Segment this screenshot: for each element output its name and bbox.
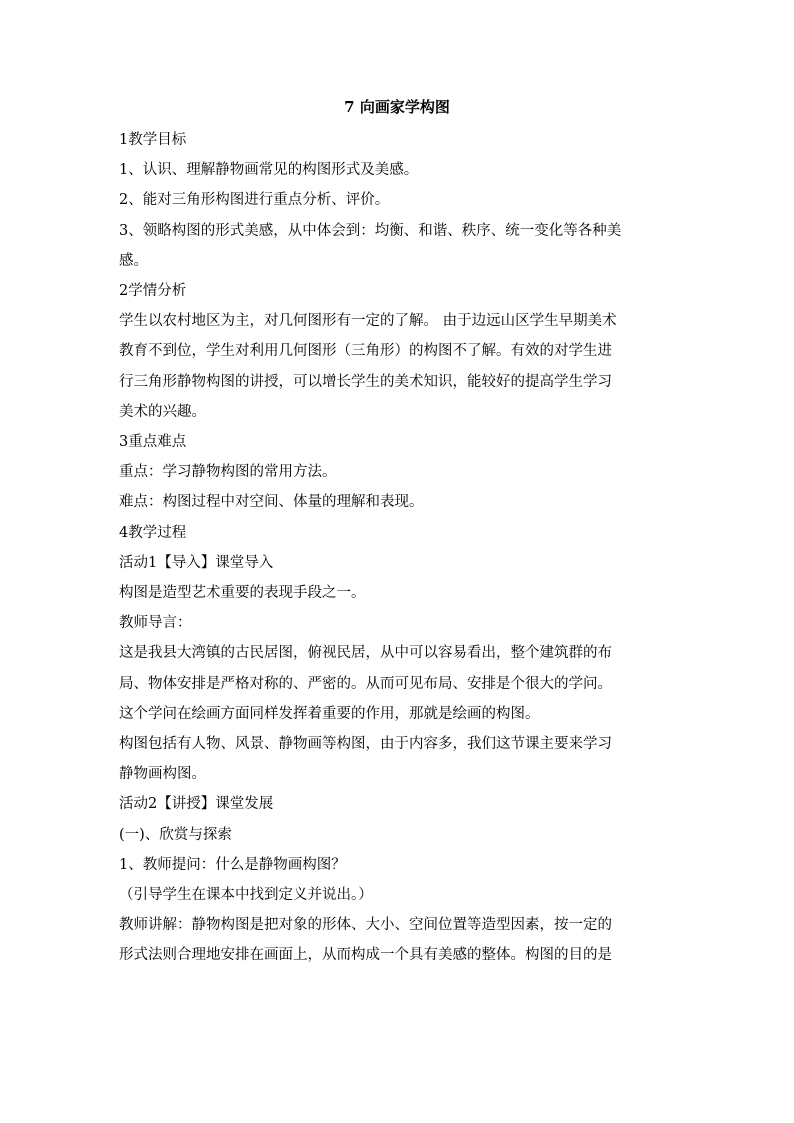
text-line: 构图包括有人物、风景、静物画等构图，由于内容多，我们这节课主要来学习 xyxy=(119,736,612,753)
activity-heading: 活动2【讲授】课堂发展 xyxy=(119,796,274,813)
section-heading-objectives: 1教学目标 xyxy=(119,132,187,148)
text-line: 2、能对三角形构图进行重点分析、评价。 xyxy=(119,192,390,209)
text-line: 形式法则合理地安排在画面上，从而构成一个具有美感的整体。构图的目的是 xyxy=(119,947,612,964)
text-line: 重点：学习静物构图的常用方法。 xyxy=(119,464,337,481)
text-line: （引导学生在课本中找到定义并说出。） xyxy=(119,887,373,904)
text-line: 静物画构图。 xyxy=(119,766,206,783)
text-line: 行三角形静物构图的讲授，可以增长学生的美术知识，能较好的提高学生学习 xyxy=(119,373,612,390)
activity-heading: 活动1【导入】课堂导入 xyxy=(119,554,274,571)
text-line: 教师讲解：静物构图是把对象的形体、大小、空间位置等造型因素，按一定的 xyxy=(119,917,612,934)
text-line: 感。 xyxy=(119,252,148,269)
page-title: 7 向画家学构图 xyxy=(344,98,450,116)
text-line: 局、物体安排是严格对称的、严密的。从而可见布局、安排是个很大的学问。 xyxy=(119,675,612,692)
section-heading-key-points: 3重点难点 xyxy=(119,434,187,451)
text-line: 构图是造型艺术重要的表现手段之一。 xyxy=(119,585,366,602)
text-line: 美术的兴趣。 xyxy=(119,403,206,420)
section-heading-analysis: 2学情分析 xyxy=(119,283,187,300)
text-line: 1、教师提问：什么是静物画构图？ xyxy=(119,856,346,873)
text-line: 这个学问在绘画方面同样发挥着重要的作用，那就是绘画的构图。 xyxy=(119,705,540,722)
text-line: 这是我县大湾镇的古民居图，俯视民居，从中可以容易看出，整个建筑群的布 xyxy=(119,645,612,662)
text-line: (一)、欣赏与探索 xyxy=(119,826,232,843)
text-line: 学生以农村地区为主，对几何图形有一定的了解。 由于边远山区学生早期美术 xyxy=(119,313,617,330)
text-line: 3、领略构图的形式美感，从中体会到：均衡、和谐、秩序、统一变化等各种美 xyxy=(119,222,622,239)
text-line: 1、认识、理解静物画常见的构图形式及美感。 xyxy=(119,162,419,179)
section-heading-process: 4教学过程 xyxy=(119,524,187,541)
text-line: 教育不到位，学生对利用几何图形（三角形）的构图不了解。有效的对学生进 xyxy=(119,343,612,360)
text-line: 教师导言： xyxy=(119,615,192,632)
document-body xyxy=(119,125,677,971)
text-line: 难点：构图过程中对空间、体量的理解和表现。 xyxy=(119,494,424,511)
